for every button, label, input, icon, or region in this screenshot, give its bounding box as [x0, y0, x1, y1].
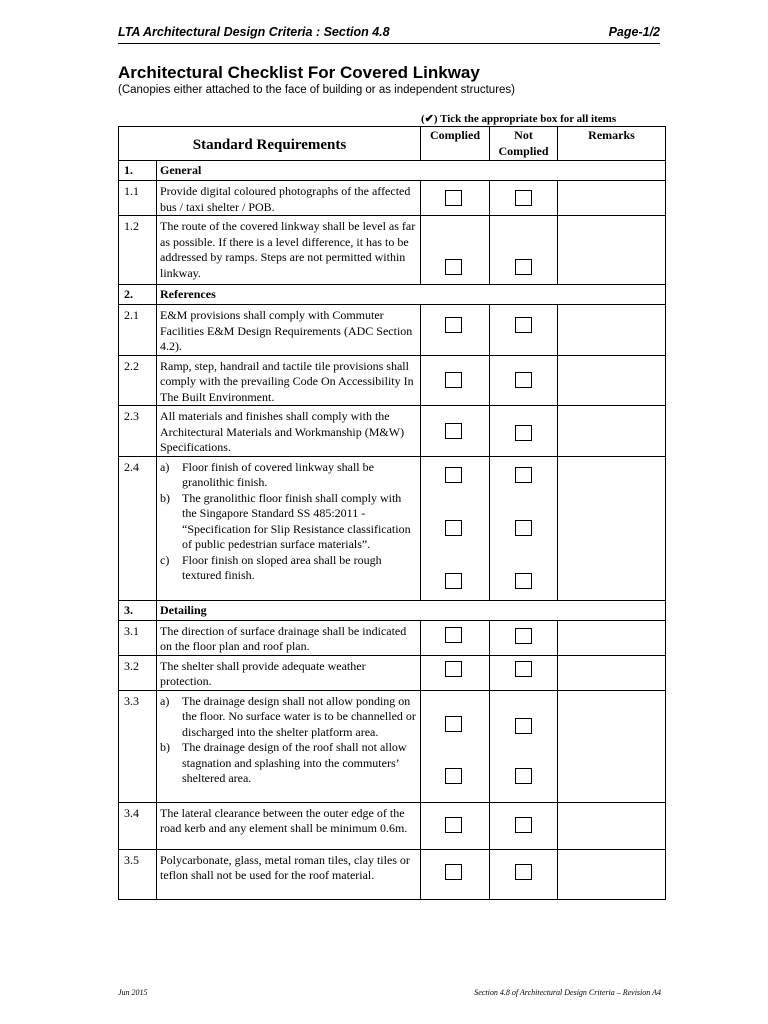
not-complied-checkbox[interactable] — [515, 628, 532, 644]
table-row — [119, 690, 666, 802]
not-complied-cell — [490, 181, 558, 216]
complied-cell — [421, 456, 490, 600]
complied-cell — [421, 216, 490, 285]
checklist-table — [118, 126, 666, 900]
not-complied-checkbox-a[interactable] — [515, 467, 532, 483]
footer-date: Jun 2015 — [118, 988, 148, 997]
table-row — [119, 355, 666, 406]
remarks-cell[interactable] — [558, 849, 666, 899]
not-complied-cell — [490, 406, 558, 457]
not-complied-checkbox[interactable] — [515, 259, 532, 275]
tick-instruction: (✔) Tick the appropriate box for all items — [421, 113, 617, 125]
item-number: 3.4 — [119, 802, 157, 849]
item-text — [157, 456, 421, 600]
not-complied-cell — [490, 456, 558, 600]
not-complied-cell — [490, 620, 558, 655]
item-number: 3.2 — [119, 655, 157, 690]
item-text: The direction of surface drainage shall be indicated on the floor plan and roof plan. — [157, 620, 421, 655]
complied-cell — [421, 655, 490, 690]
col-not-complied: Not Complied — [490, 127, 558, 161]
table-row — [119, 802, 666, 849]
table-row — [119, 849, 666, 899]
item-number: 3.1 — [119, 620, 157, 655]
table-row — [119, 406, 666, 457]
complied-cell — [421, 355, 490, 406]
not-complied-checkbox-b[interactable] — [515, 768, 532, 784]
item-number: 2.4 — [119, 456, 157, 600]
item-number: 2.1 — [119, 305, 157, 356]
item-number: 2.2 — [119, 355, 157, 406]
not-complied-cell — [490, 216, 558, 285]
footer-revision: Section 4.8 of Architectural Design Criteria – Revision A4 — [474, 988, 661, 997]
complied-cell — [421, 849, 490, 899]
table-header-row — [119, 127, 666, 161]
item-number: 3.5 — [119, 849, 157, 899]
page-subtitle: (Canopies either attached to the face of building or as independent structures) — [118, 84, 515, 96]
item-number: 1.2 — [119, 216, 157, 285]
not-complied-checkbox-a[interactable] — [515, 718, 532, 734]
complied-checkbox[interactable] — [445, 423, 462, 439]
sub-item-b: b) The granolithic floor finish shall comply with the Singapore Standard SS 485:2011 - “Specification for Slip Resistance classification of public pedestrian surface materials”. — [160, 490, 411, 551]
sub-item-a: a) Floor finish of covered linkway shall be granolithic finish. — [160, 459, 374, 489]
not-complied-checkbox[interactable] — [515, 372, 532, 388]
not-complied-cell — [490, 655, 558, 690]
section-row-general — [119, 161, 666, 181]
remarks-cell[interactable] — [558, 305, 666, 356]
complied-checkbox[interactable] — [445, 190, 462, 206]
table-row — [119, 216, 666, 285]
complied-checkbox[interactable] — [445, 372, 462, 388]
complied-cell — [421, 802, 490, 849]
item-text: The shelter shall provide adequate weather protection. — [157, 655, 421, 690]
sub-item-b: b) The drainage design of the roof shall not allow stagnation and splashing into the commuters’ sheltered area. — [160, 740, 407, 785]
complied-checkbox[interactable] — [445, 661, 462, 677]
complied-checkbox-a[interactable] — [445, 467, 462, 483]
table-row — [119, 620, 666, 655]
not-complied-checkbox-c[interactable] — [515, 573, 532, 589]
table-row — [119, 305, 666, 356]
running-header — [118, 24, 660, 44]
complied-cell — [421, 406, 490, 457]
remarks-cell[interactable] — [558, 456, 666, 600]
remarks-cell[interactable] — [558, 802, 666, 849]
complied-checkbox[interactable] — [445, 864, 462, 880]
complied-checkbox-c[interactable] — [445, 573, 462, 589]
not-complied-cell — [490, 305, 558, 356]
section-number: 2. — [119, 285, 157, 305]
not-complied-checkbox[interactable] — [515, 425, 532, 441]
not-complied-cell — [490, 849, 558, 899]
remarks-cell[interactable] — [558, 655, 666, 690]
complied-cell — [421, 690, 490, 802]
remarks-cell[interactable] — [558, 181, 666, 216]
section-title: General — [157, 161, 666, 181]
item-number: 3.3 — [119, 690, 157, 802]
complied-checkbox-b[interactable] — [445, 520, 462, 536]
remarks-cell[interactable] — [558, 355, 666, 406]
item-text: Ramp, step, handrail and tactile tile provisions shall comply with the prevailing Code On Accessibility In The Built Environment. — [157, 355, 421, 406]
item-text — [157, 690, 421, 802]
item-text: Provide digital coloured photographs of the affected bus / taxi shelter / POB. — [157, 181, 421, 216]
not-complied-checkbox[interactable] — [515, 317, 532, 333]
item-text: E&M provisions shall comply with Commuter Facilities E&M Design Requirements (ADC Section 4.2). — [157, 305, 421, 356]
not-complied-checkbox[interactable] — [515, 661, 532, 677]
section-number: 1. — [119, 161, 157, 181]
table-row — [119, 181, 666, 216]
item-text: The lateral clearance between the outer edge of the road kerb and any element shall be minimum 0.6m. — [157, 802, 421, 849]
complied-cell — [421, 181, 490, 216]
complied-checkbox[interactable] — [445, 317, 462, 333]
complied-checkbox[interactable] — [445, 817, 462, 833]
col-complied: Complied — [421, 127, 490, 161]
item-number: 2.3 — [119, 406, 157, 457]
remarks-cell[interactable] — [558, 690, 666, 802]
page-title: Architectural Checklist For Covered Linkway — [118, 63, 480, 82]
item-number: 1.1 — [119, 181, 157, 216]
col-standard-requirements: Standard Requirements — [119, 127, 421, 161]
header-page-number: Page-1/2 — [608, 25, 660, 39]
table-row — [119, 456, 666, 600]
not-complied-cell — [490, 802, 558, 849]
complied-cell — [421, 305, 490, 356]
not-complied-checkbox[interactable] — [515, 817, 532, 833]
remarks-cell[interactable] — [558, 620, 666, 655]
section-row-references — [119, 285, 666, 305]
table-row — [119, 655, 666, 690]
remarks-cell[interactable] — [558, 216, 666, 285]
complied-checkbox[interactable] — [445, 627, 462, 643]
complied-checkbox[interactable] — [445, 259, 462, 275]
sub-item-a: a) The drainage design shall not allow ponding on the floor. No surface water is to be channelled or discharged into the shelter platform area. — [160, 693, 416, 739]
not-complied-cell — [490, 690, 558, 802]
not-complied-checkbox[interactable] — [515, 190, 532, 206]
not-complied-checkbox-b[interactable] — [515, 520, 532, 536]
complied-checkbox-a[interactable] — [445, 716, 462, 732]
not-complied-checkbox[interactable] — [515, 864, 532, 880]
section-title: Detailing — [157, 600, 666, 620]
complied-cell — [421, 620, 490, 655]
not-complied-cell — [490, 355, 558, 406]
complied-checkbox-b[interactable] — [445, 768, 462, 784]
item-text: Polycarbonate, glass, metal roman tiles, clay tiles or teflon shall not be used for the roof material. — [157, 849, 421, 899]
remarks-cell[interactable] — [558, 406, 666, 457]
header-document-title: LTA Architectural Design Criteria : Section 4.8 — [118, 25, 390, 39]
item-text: All materials and finishes shall comply with the Architectural Materials and Workmanship (M&W) Specifications. — [157, 406, 421, 457]
item-text: The route of the covered linkway shall be level as far as possible. If there is a level difference, it has to be addressed by ramps. Steps are not permitted within linkway. — [157, 216, 421, 285]
sub-item-c: c) Floor finish on sloped area shall be rough textured finish. — [160, 552, 382, 582]
section-title: References — [157, 285, 666, 305]
section-number: 3. — [119, 600, 157, 620]
col-remarks: Remarks — [558, 127, 666, 161]
section-row-detailing — [119, 600, 666, 620]
